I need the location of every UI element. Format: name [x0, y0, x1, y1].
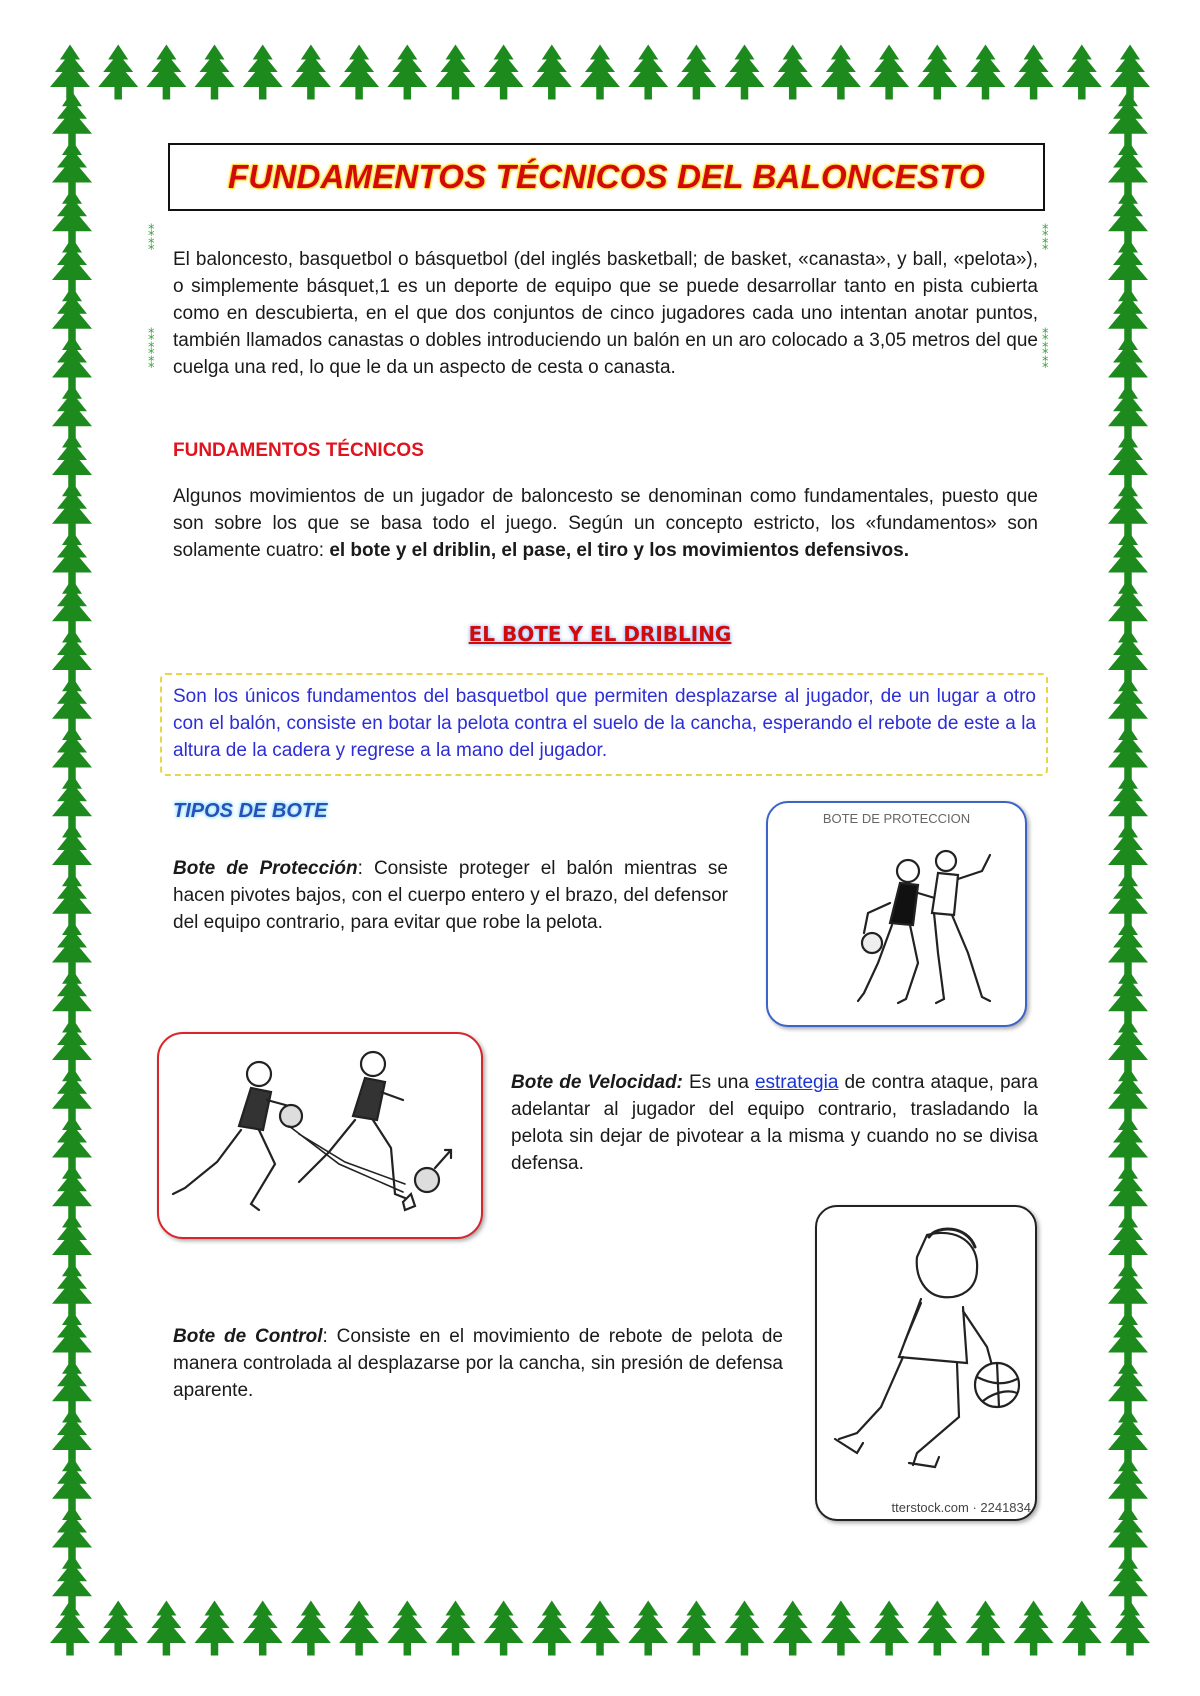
- tree-icon: [1108, 1554, 1148, 1609]
- tree-icon: [291, 45, 331, 100]
- image-watermark: tterstock.com · 2241834: [891, 1500, 1031, 1515]
- tree-icon: [52, 1213, 92, 1268]
- tree-icon: [869, 45, 909, 100]
- tree-icon: [52, 1554, 92, 1609]
- title-box: [168, 143, 1045, 211]
- tree-icon: [52, 1310, 92, 1365]
- tree-icon: [1108, 1018, 1148, 1073]
- tree-icon: [1108, 823, 1148, 878]
- tree-icon: [1108, 774, 1148, 829]
- bote-dribling-heading-text: EL BOTE Y EL DRIBLING: [468, 622, 732, 646]
- bote-velocidad-text-before: Es una: [682, 1072, 755, 1093]
- tree-icon: [387, 45, 427, 100]
- tree-icon: [243, 1601, 283, 1656]
- decorative-marks-left-2: ⁑ ⁑ ⁑: [148, 329, 155, 372]
- tree-icon: [52, 1115, 92, 1170]
- tree-icon: [52, 1018, 92, 1073]
- page-title: FUNDAMENTOS TÉCNICOS DEL BALONCESTO: [228, 158, 985, 195]
- intro-paragraph: El baloncesto, basquetbol o básquetbol (del inglés basketball; de basket, «canasta», y ball, «pelota»), o simplemente básquet,1 es un deporte de equipo que se puede desarrollar tanto en pista cubierta como en descubierta, en el que dos conjuntos de cinco jugadores cada uno intentan anotar puntos, también llamados canastas o dobles introduciendo un balón en un aro colocado a 3,05 metros del que cuelga una red, lo que le da un aspecto de cesta o canasta.: [173, 249, 1038, 378]
- tree-icon: [52, 140, 92, 195]
- tree-icon: [1108, 1359, 1148, 1414]
- tree-icon: [52, 774, 92, 829]
- tree-icon: [146, 45, 186, 100]
- tree-icon: [1108, 725, 1148, 780]
- tree-icon: [1108, 530, 1148, 585]
- bote-velocidad-text-after: de contra ataque, para adelantar al jugador del equipo contrario, trasladando la pelota sin dejar de pivotear a la misma y cuando no se divisa defensa.: [511, 1072, 1038, 1174]
- tree-icon: [50, 45, 90, 100]
- estrategia-link[interactable]: estrategia: [754, 1072, 839, 1093]
- tree-icon: [52, 823, 92, 878]
- tree-icon: [1110, 45, 1150, 100]
- fundamentos-text: Algunos movimientos de un jugador de baloncesto se denominan como fundamentales, puesto que son sobre los que se basa todo el juego. Según un concepto estricto, los «fundamentos» son solamente cuatro:: [173, 486, 1038, 561]
- tree-icon: [1108, 335, 1148, 390]
- tree-icon: [387, 1601, 427, 1656]
- tree-icon: [52, 1164, 92, 1219]
- tree-icon: [580, 45, 620, 100]
- tipos-heading: TIPOS DE BOTE: [173, 800, 328, 822]
- tree-icon: [1108, 676, 1148, 731]
- tree-icon: [1062, 1601, 1102, 1656]
- tree-icon: [52, 189, 92, 244]
- tree-icon: [1108, 1261, 1148, 1316]
- fundamentos-heading: FUNDAMENTOS TÉCNICOS: [173, 440, 424, 461]
- tree-icon: [821, 45, 861, 100]
- tree-icon: [484, 45, 524, 100]
- tree-icon: [52, 1505, 92, 1560]
- tree-icon: [1108, 1115, 1148, 1170]
- tree-icon: [52, 1456, 92, 1511]
- tree-icon: [966, 1601, 1006, 1656]
- tree-icon: [1108, 384, 1148, 439]
- bote-control-text: : Consiste en el movimiento de rebote de pelota de manera controlada al desplazarse por la cancha, sin presión de defensa aparente.: [173, 1326, 783, 1401]
- tree-icon: [1108, 1066, 1148, 1121]
- tree-icon: [1108, 1213, 1148, 1268]
- tree-icon: [725, 1601, 765, 1656]
- tree-icon: [676, 45, 716, 100]
- tree-icon: [1108, 286, 1148, 341]
- bote-control-term: Bote de Control: [173, 1326, 323, 1347]
- tree-icon: [532, 45, 572, 100]
- fundamentos-bold-text: el bote y el driblin, el pase, el tiro y los movimientos defensivos.: [329, 540, 909, 561]
- tree-icon: [195, 45, 235, 100]
- tree-icon: [52, 335, 92, 390]
- tree-icon: [195, 1601, 235, 1656]
- players-speed-illustration: [159, 1034, 481, 1237]
- tree-icon: [821, 1601, 861, 1656]
- bote-proteccion-image: [766, 801, 1027, 1027]
- bote-proteccion-text: : Consiste proteger el balón mientras se hacen pivotes bajos, con el cuerpo entero y el brazo, del defensor del equipo contrario, para evitar que robe la pelota.: [173, 858, 728, 933]
- tree-icon: [52, 286, 92, 341]
- tree-icon: [146, 1601, 186, 1656]
- tree-icon: [52, 676, 92, 731]
- tree-icon: [436, 45, 476, 100]
- tree-icon: [1062, 45, 1102, 100]
- tree-icon: [52, 1261, 92, 1316]
- bote-dribling-heading: [0, 620, 1200, 648]
- tree-icon: [436, 1601, 476, 1656]
- tree-icon: [1108, 481, 1148, 536]
- tree-icon: [1108, 871, 1148, 926]
- bote-control-image: [815, 1205, 1037, 1521]
- tree-icon: [52, 433, 92, 488]
- bote-velocidad-paragraph: [511, 1069, 1038, 1177]
- tree-icon: [52, 725, 92, 780]
- player-control-illustration: [817, 1207, 1035, 1519]
- tree-icon: [52, 481, 92, 536]
- tree-icon: [1108, 1456, 1148, 1511]
- tree-icon: [52, 238, 92, 293]
- tree-icon: [1014, 1601, 1054, 1656]
- tree-icon: [1108, 920, 1148, 975]
- tree-icon: [52, 384, 92, 439]
- tree-icon: [917, 1601, 957, 1656]
- tree-icon: [966, 45, 1006, 100]
- tree-icon: [339, 45, 379, 100]
- tree-icon: [1108, 969, 1148, 1024]
- bote-proteccion-image-label: BOTE DE PROTECCION: [822, 811, 971, 826]
- tree-icon: [98, 1601, 138, 1656]
- tree-icon: [98, 45, 138, 100]
- tree-icon: [580, 1601, 620, 1656]
- tree-icon: [52, 920, 92, 975]
- tree-icon: [773, 1601, 813, 1656]
- tree-icon: [339, 1601, 379, 1656]
- tree-icon: [1108, 1164, 1148, 1219]
- tree-icon: [869, 1601, 909, 1656]
- tree-icon: [628, 1601, 668, 1656]
- tree-icon: [1014, 45, 1054, 100]
- players-protection-illustration: [768, 803, 1025, 1025]
- tree-icon: [52, 91, 92, 146]
- tree-icon: [484, 1601, 524, 1656]
- tree-icon: [773, 45, 813, 100]
- bote-proteccion-term: Bote de Protección: [173, 858, 358, 879]
- tree-icon: [676, 1601, 716, 1656]
- bote-velocidad-term: Bote de Velocidad:: [511, 1072, 683, 1093]
- tree-icon: [52, 969, 92, 1024]
- tree-icon: [243, 45, 283, 100]
- tree-icon: [1108, 140, 1148, 195]
- decorative-marks-left-1: ⁑ ⁑: [148, 225, 155, 254]
- tree-icon: [1108, 91, 1148, 146]
- tree-icon: [725, 45, 765, 100]
- tree-icon: [1108, 1310, 1148, 1365]
- bote-control-paragraph: [173, 1323, 783, 1404]
- tree-icon: [532, 1601, 572, 1656]
- tree-icon: [628, 45, 668, 100]
- tree-icon: [1108, 1408, 1148, 1463]
- tree-icon: [1108, 189, 1148, 244]
- decorative-marks-right-1: ⁑ ⁑: [1042, 225, 1049, 254]
- fundamentos-paragraph: [173, 483, 1038, 564]
- bote-dribling-paragraph: Son los únicos fundamentos del basquetbol que permiten desplazarse al jugador, de un lugar a otro con el balón, consiste en botar la pelota contra el suelo de la cancha, esperando el rebote de este a la altura de la cadera y regrese a la mano del jugador.: [173, 686, 1036, 761]
- tree-icon: [1108, 238, 1148, 293]
- tree-icon: [1108, 433, 1148, 488]
- tree-icon: [52, 1408, 92, 1463]
- tree-icon: [917, 45, 957, 100]
- tree-icon: [52, 1359, 92, 1414]
- bote-proteccion-paragraph: [173, 855, 728, 936]
- tree-icon: [52, 871, 92, 926]
- decorative-marks-right-2: ⁑ ⁑ ⁑: [1042, 329, 1049, 372]
- tree-icon: [1108, 1505, 1148, 1560]
- tree-icon: [291, 1601, 331, 1656]
- tree-icon: [52, 1066, 92, 1121]
- tree-icon: [52, 530, 92, 585]
- bote-velocidad-image: [157, 1032, 483, 1239]
